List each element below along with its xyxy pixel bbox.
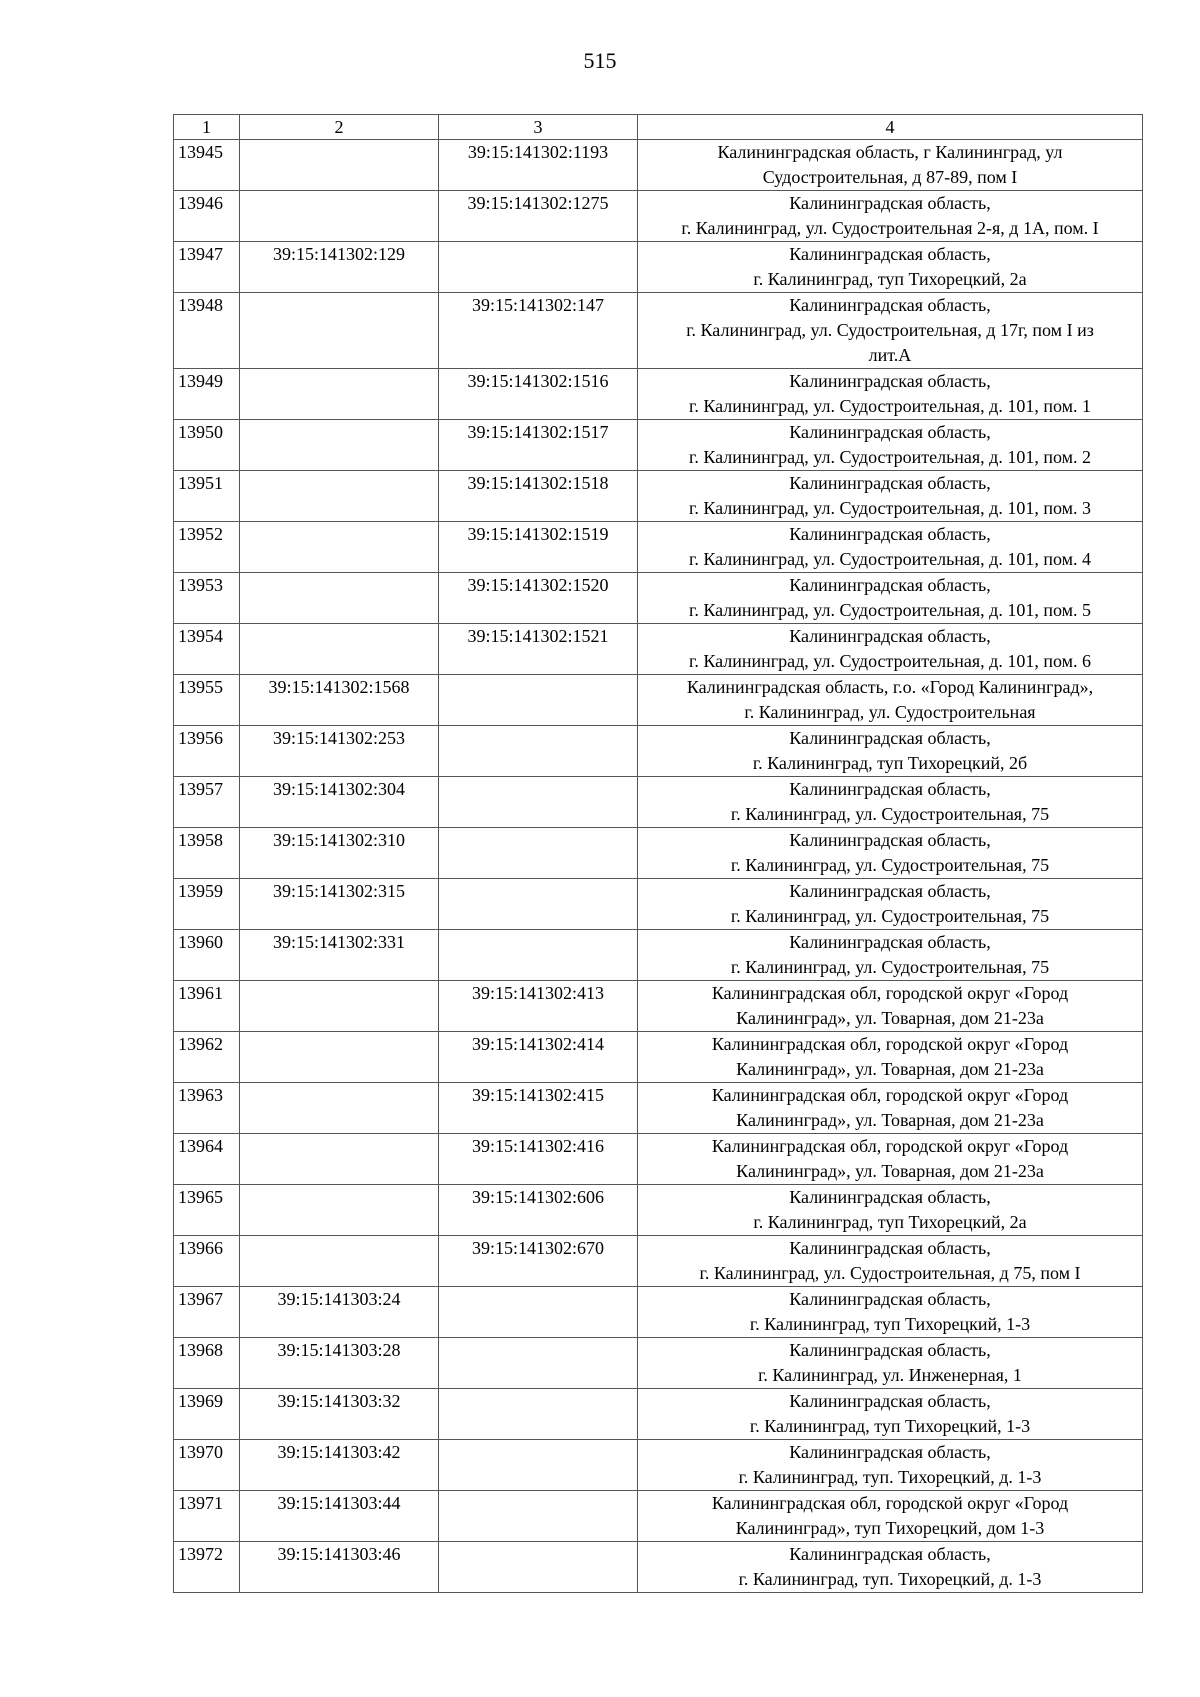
row-number-cell: 13969	[174, 1389, 240, 1440]
address-line: Калининградская область,	[789, 473, 991, 493]
row-number-cell: 13968	[174, 1338, 240, 1389]
header-col-1: 1	[174, 115, 240, 140]
address-line: г. Калининград, ул. Судостроительная, д. 101, пом. 1	[688, 396, 1092, 416]
table-row	[174, 191, 1143, 242]
cadastral-col2-cell: 39:15:141303:28	[240, 1338, 439, 1389]
address-line: Калининград», ул. Товарная, дом 21-23а	[736, 1059, 1044, 1079]
row-number-cell: 13970	[174, 1440, 240, 1491]
cadastral-col2-cell: 39:15:141302:1568	[240, 675, 439, 726]
address-line: г. Калининград, ул. Судостроительная, д 17г, пом I из	[686, 320, 1094, 340]
address-line: лит.А	[868, 345, 912, 365]
address-cell	[638, 191, 1143, 242]
cadastral-col3-cell	[439, 675, 638, 726]
address-line: г. Калининград, ул. Судостроительная, д 75, пом I	[699, 1263, 1081, 1283]
address-cell	[638, 1440, 1143, 1491]
address-line: Калининградская область,	[789, 371, 991, 391]
address-line: г. Калининград, туп Тихорецкий, 2а	[753, 1212, 1027, 1232]
cadastral-col3-cell: 39:15:141302:670	[439, 1236, 638, 1287]
address-line: Калининградская область,	[789, 193, 991, 213]
address-cell	[638, 777, 1143, 828]
address-line: г. Калининград, ул. Судостроительная, 75	[730, 957, 1050, 977]
address-cell	[638, 726, 1143, 777]
table-row	[174, 879, 1143, 930]
address-line: Калининград», ул. Товарная, дом 21-23а	[736, 1008, 1044, 1028]
address-cell	[638, 624, 1143, 675]
address-line: Калининградская область,	[789, 244, 991, 264]
address-line: Калининград», ул. Товарная, дом 21-23а	[736, 1161, 1044, 1181]
address-line: г. Калининград, ул. Судостроительная, д. 101, пом. 6	[688, 651, 1092, 671]
table-row	[174, 140, 1143, 191]
header-row	[174, 115, 1143, 140]
cadastral-col2-cell: 39:15:141303:32	[240, 1389, 439, 1440]
address-cell	[638, 1287, 1143, 1338]
cadastral-col2-cell: 39:15:141303:42	[240, 1440, 439, 1491]
cadastral-col3-cell: 39:15:141302:416	[439, 1134, 638, 1185]
table-row	[174, 675, 1143, 726]
cadastral-col2-cell: 39:15:141303:46	[240, 1542, 439, 1593]
address-line: г. Калининград, ул. Инженерная, 1	[758, 1365, 1022, 1385]
address-cell	[638, 1542, 1143, 1593]
cadastral-col3-cell	[439, 1440, 638, 1491]
row-number-cell: 13947	[174, 242, 240, 293]
address-line: Калининградская область,	[789, 881, 991, 901]
table-row	[174, 1542, 1143, 1593]
table-row	[174, 624, 1143, 675]
row-number-cell: 13945	[174, 140, 240, 191]
address-cell	[638, 420, 1143, 471]
cadastral-col2-cell	[240, 624, 439, 675]
address-line: г. Калининград, туп. Тихорецкий, д. 1-3	[738, 1569, 1042, 1589]
row-number-cell: 13967	[174, 1287, 240, 1338]
address-cell	[638, 1389, 1143, 1440]
address-cell	[638, 1236, 1143, 1287]
cadastral-col2-cell: 39:15:141302:310	[240, 828, 439, 879]
table-row	[174, 777, 1143, 828]
cadastral-col2-cell	[240, 1134, 439, 1185]
row-number-cell: 13955	[174, 675, 240, 726]
cadastral-col3-cell: 39:15:141302:1518	[439, 471, 638, 522]
cadastral-col2-cell	[240, 420, 439, 471]
cadastral-col2-cell	[240, 522, 439, 573]
address-cell	[638, 1338, 1143, 1389]
row-number-cell: 13964	[174, 1134, 240, 1185]
row-number-cell: 13950	[174, 420, 240, 471]
table-row	[174, 573, 1143, 624]
address-line: Калининградская область,	[789, 1340, 991, 1360]
cadastral-col3-cell	[439, 242, 638, 293]
address-line: г. Калининград, ул. Судостроительная, д. 101, пом. 3	[688, 498, 1092, 518]
address-line: Калининградская область,	[789, 932, 991, 952]
cadastral-col3-cell: 39:15:141302:1516	[439, 369, 638, 420]
cadastral-col3-cell: 39:15:141302:1275	[439, 191, 638, 242]
address-line: г. Калининград, ул. Судостроительная, 75	[730, 804, 1050, 824]
cadastral-col2-cell	[240, 293, 439, 369]
cadastral-col2-cell	[240, 1185, 439, 1236]
row-number-cell: 13951	[174, 471, 240, 522]
cadastral-col2-cell	[240, 471, 439, 522]
cadastral-col3-cell: 39:15:141302:414	[439, 1032, 638, 1083]
table-row	[174, 1491, 1143, 1542]
cadastral-col2-cell: 39:15:141302:304	[240, 777, 439, 828]
table-row	[174, 1389, 1143, 1440]
page-number: 515	[583, 48, 617, 73]
address-line: г. Калининград, туп. Тихорецкий, д. 1-3	[738, 1467, 1042, 1487]
address-line: Калининград», ул. Товарная, дом 21-23а	[736, 1110, 1044, 1130]
row-number-cell: 13962	[174, 1032, 240, 1083]
address-line: Калининградская область,	[789, 779, 991, 799]
address-line: г. Калининград, ул. Судостроительная	[744, 702, 1036, 722]
cadastral-col3-cell	[439, 930, 638, 981]
address-cell	[638, 930, 1143, 981]
cadastral-col2-cell	[240, 369, 439, 420]
cadastral-col3-cell	[439, 1338, 638, 1389]
cadastral-col2-cell: 39:15:141302:129	[240, 242, 439, 293]
row-number-cell: 13958	[174, 828, 240, 879]
address-line: Калининградская область,	[789, 830, 991, 850]
cadastral-col3-cell	[439, 879, 638, 930]
row-number-cell: 13972	[174, 1542, 240, 1593]
address-line: Калининградская обл, городской округ «Город	[711, 1085, 1069, 1105]
table-row	[174, 522, 1143, 573]
row-number-cell: 13966	[174, 1236, 240, 1287]
table-row	[174, 1134, 1143, 1185]
table-row	[174, 369, 1143, 420]
row-number-cell: 13948	[174, 293, 240, 369]
address-line: г. Калининград, туп Тихорецкий, 2б	[752, 753, 1028, 773]
cadastral-col2-cell: 39:15:141303:44	[240, 1491, 439, 1542]
address-line: г. Калининград, туп Тихорецкий, 1-3	[749, 1416, 1031, 1436]
address-cell	[638, 573, 1143, 624]
table-row	[174, 1338, 1143, 1389]
table-row	[174, 828, 1143, 879]
address-line: Калининград», туп Тихорецкий, дом 1-3	[735, 1518, 1045, 1538]
address-cell	[638, 369, 1143, 420]
address-cell	[638, 140, 1143, 191]
cadastral-col2-cell	[240, 1236, 439, 1287]
address-cell	[638, 675, 1143, 726]
cadastral-col3-cell: 39:15:141302:1520	[439, 573, 638, 624]
address-line: Калининградская обл, городской округ «Город	[711, 983, 1069, 1003]
address-line: Калининградская область,	[789, 626, 991, 646]
address-cell	[638, 828, 1143, 879]
address-cell	[638, 879, 1143, 930]
table-row	[174, 420, 1143, 471]
row-number-cell: 13971	[174, 1491, 240, 1542]
header-col-2: 2	[240, 115, 439, 140]
address-line: Калининградская область, г Калининград, ул	[717, 142, 1063, 162]
address-cell	[638, 242, 1143, 293]
table-body	[174, 140, 1143, 1593]
cadastral-col3-cell	[439, 1542, 638, 1593]
table-row	[174, 1440, 1143, 1491]
address-line: Калининградская обл, городской округ «Город	[711, 1034, 1069, 1054]
address-line: Калининградская обл, городской округ «Город	[711, 1493, 1069, 1513]
address-line: Калининградская область,	[789, 422, 991, 442]
table-row	[174, 293, 1143, 369]
address-line: Калининградская область, г.о. «Город Калининград»,	[686, 677, 1094, 697]
address-line: г. Калининград, ул. Судостроительная, д. 101, пом. 2	[688, 447, 1092, 467]
cadastral-col2-cell	[240, 1083, 439, 1134]
cadastral-col3-cell	[439, 828, 638, 879]
cadastral-col3-cell: 39:15:141302:1521	[439, 624, 638, 675]
address-line: Калининградская область,	[789, 1238, 991, 1258]
table-row	[174, 1032, 1143, 1083]
cadastral-col2-cell	[240, 1032, 439, 1083]
row-number-cell: 13952	[174, 522, 240, 573]
address-line: Калининградская область,	[789, 575, 991, 595]
cadastral-col3-cell	[439, 777, 638, 828]
table-row	[174, 726, 1143, 777]
row-number-cell: 13956	[174, 726, 240, 777]
address-cell	[638, 1185, 1143, 1236]
cadastral-col2-cell	[240, 573, 439, 624]
registry-table	[173, 114, 1143, 1593]
table-row	[174, 242, 1143, 293]
address-line: Калининградская область,	[789, 1544, 991, 1564]
row-number-cell: 13949	[174, 369, 240, 420]
header-col-4: 4	[638, 115, 1143, 140]
cadastral-col3-cell: 39:15:141302:1517	[439, 420, 638, 471]
cadastral-col3-cell: 39:15:141302:1519	[439, 522, 638, 573]
address-cell	[638, 981, 1143, 1032]
address-line: Калининградская область,	[789, 1391, 991, 1411]
address-cell	[638, 522, 1143, 573]
address-cell	[638, 1032, 1143, 1083]
address-line: г. Калининград, ул. Судостроительная, 75	[730, 855, 1050, 875]
address-line: г. Калининград, ул. Судостроительная, д. 101, пом. 5	[688, 600, 1092, 620]
row-number-cell: 13965	[174, 1185, 240, 1236]
table-row	[174, 1236, 1143, 1287]
address-line: г. Калининград, туп Тихорецкий, 1-3	[749, 1314, 1031, 1334]
table-header	[174, 115, 1143, 140]
address-line: г. Калининград, ул. Судостроительная 2-я, д 1А, пом. I	[681, 218, 1099, 238]
row-number-cell: 13963	[174, 1083, 240, 1134]
address-line: Калининградская обл, городской округ «Город	[711, 1136, 1069, 1156]
table-row	[174, 930, 1143, 981]
header-col-3: 3	[439, 115, 638, 140]
address-cell	[638, 471, 1143, 522]
cadastral-col3-cell: 39:15:141302:606	[439, 1185, 638, 1236]
address-cell	[638, 1134, 1143, 1185]
address-cell	[638, 1491, 1143, 1542]
cadastral-col2-cell	[240, 191, 439, 242]
cadastral-col2-cell: 39:15:141302:315	[240, 879, 439, 930]
cadastral-col3-cell: 39:15:141302:413	[439, 981, 638, 1032]
address-cell	[638, 1083, 1143, 1134]
address-cell	[638, 293, 1143, 369]
row-number-cell: 13961	[174, 981, 240, 1032]
cadastral-col3-cell	[439, 1287, 638, 1338]
cadastral-col2-cell	[240, 140, 439, 191]
row-number-cell: 13960	[174, 930, 240, 981]
address-line: Калининградская область,	[789, 728, 991, 748]
table-row	[174, 1083, 1143, 1134]
table-row	[174, 1185, 1143, 1236]
row-number-cell: 13959	[174, 879, 240, 930]
row-number-cell: 13953	[174, 573, 240, 624]
row-number-cell: 13946	[174, 191, 240, 242]
cadastral-col3-cell	[439, 1491, 638, 1542]
table-row	[174, 1287, 1143, 1338]
table-row	[174, 471, 1143, 522]
address-line: г. Калининград, ул. Судостроительная, 75	[730, 906, 1050, 926]
address-line: Судостроительная, д 87-89, пом I	[762, 167, 1018, 187]
cadastral-col3-cell: 39:15:141302:415	[439, 1083, 638, 1134]
cadastral-col2-cell	[240, 981, 439, 1032]
cadastral-col3-cell	[439, 726, 638, 777]
address-line: Калининградская область,	[789, 1289, 991, 1309]
address-line: Калининградская область,	[789, 1187, 991, 1207]
address-line: г. Калининград, туп Тихорецкий, 2а	[753, 269, 1027, 289]
cadastral-col3-cell	[439, 1389, 638, 1440]
address-line: Калининградская область,	[789, 1442, 991, 1462]
cadastral-col3-cell: 39:15:141302:1193	[439, 140, 638, 191]
address-line: Калининградская область,	[789, 524, 991, 544]
cadastral-col2-cell: 39:15:141303:24	[240, 1287, 439, 1338]
row-number-cell: 13957	[174, 777, 240, 828]
cadastral-col2-cell: 39:15:141302:331	[240, 930, 439, 981]
table-row	[174, 981, 1143, 1032]
cadastral-col2-cell: 39:15:141302:253	[240, 726, 439, 777]
row-number-cell: 13954	[174, 624, 240, 675]
cadastral-col3-cell: 39:15:141302:147	[439, 293, 638, 369]
address-line: Калининградская область,	[789, 295, 991, 315]
address-line: г. Калининград, ул. Судостроительная, д. 101, пом. 4	[688, 549, 1092, 569]
